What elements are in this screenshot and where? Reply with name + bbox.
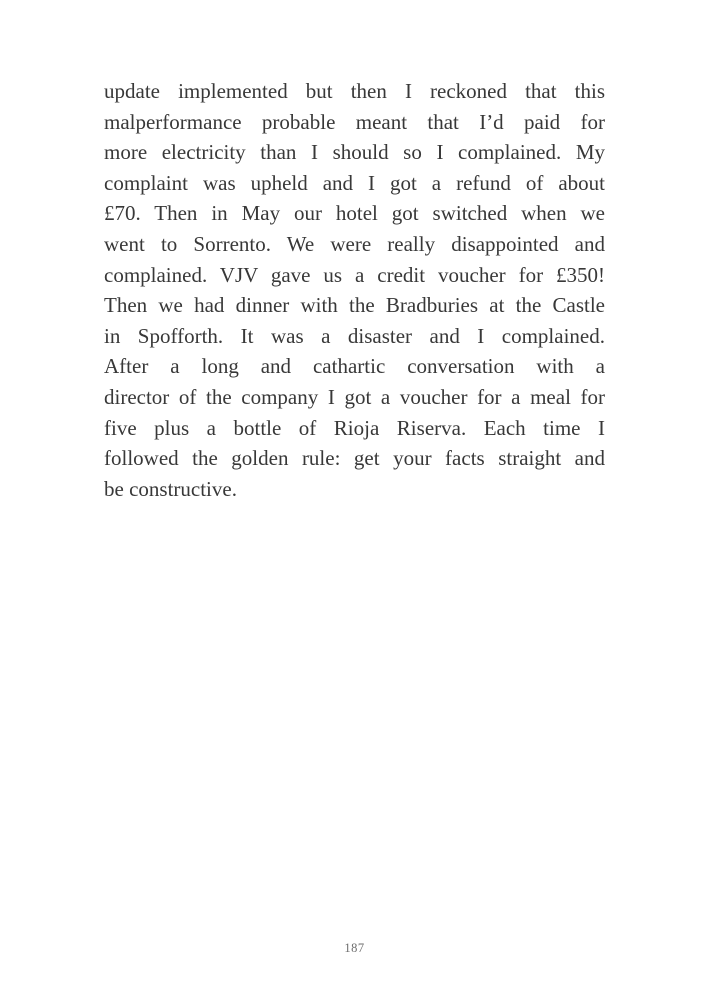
paragraph-line: update implemented but then I reckoned that this [104,79,605,103]
paragraph-line: five plus a bottle of Rioja Riserva. Each time I [104,415,605,440]
paragraph-line: complained. VJV gave us a credit voucher for £350! [104,262,605,287]
paragraph-line: followed the golden rule: get your facts straight and [104,446,605,471]
paragraph-line: £70. Then in May our hotel got switched when we [104,201,605,226]
paragraph-line: Then we had dinner with the Bradburies at the Castle [104,293,605,318]
paragraph-line: After a long and cathartic conversation with a [104,354,605,379]
paragraph-line: director of the company I got a voucher for a meal for [104,384,605,409]
paragraph-line: complaint was upheld and I got a refund of about [104,170,605,195]
paragraph-line: more electricity than I should so I complained. My [104,140,605,165]
body-text [104,76,605,504]
paragraph-line: be constructive. [104,476,237,501]
page-number: 187 [344,941,365,955]
paragraph-line: went to Sorrento. We were really disappointed and [104,231,605,256]
paragraph-line: in Spofforth. It was a disaster and I complained. [104,323,605,348]
paragraph-line: malperformance probable meant that I’d paid for [104,109,605,134]
